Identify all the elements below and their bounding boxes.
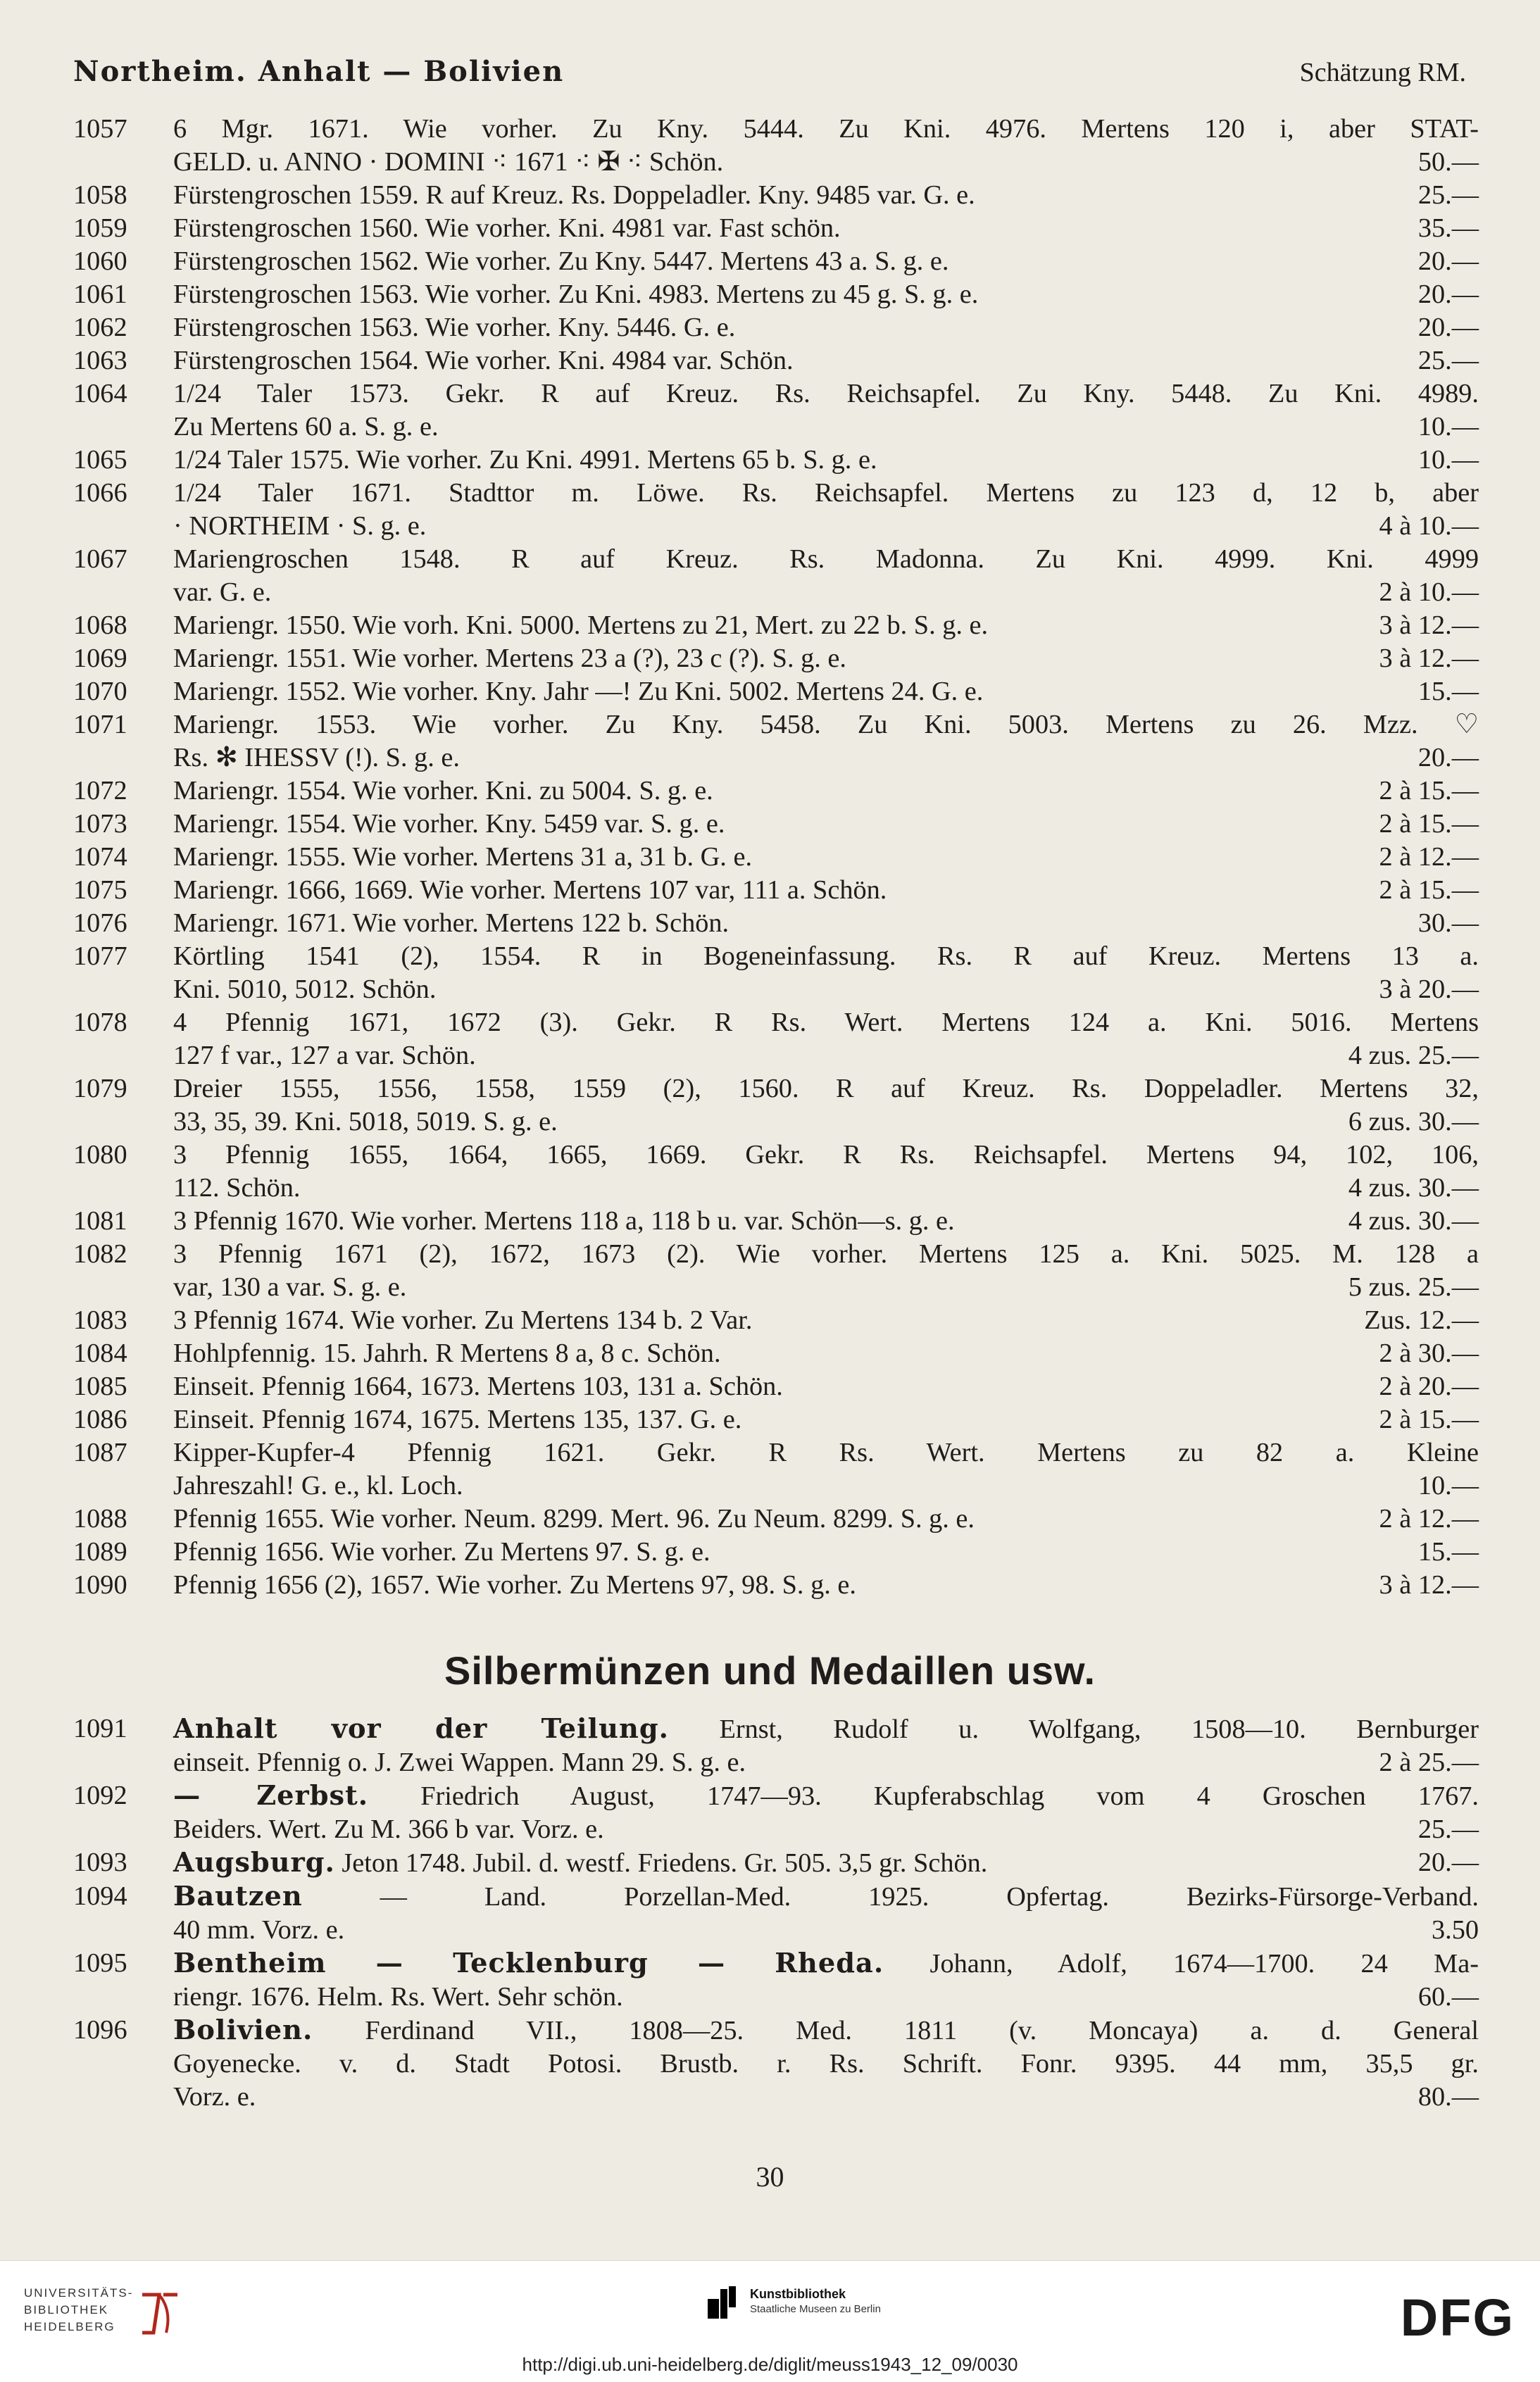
description-line <box>173 808 1479 841</box>
lot-entry <box>73 642 1479 675</box>
description-line <box>173 1779 1479 1813</box>
lot-description <box>173 1947 1479 2014</box>
description-line <box>173 344 1479 377</box>
line-text: 3 Pfennig 1674. Wie vorher. Zu Mertens 134 b. 2 Var. <box>173 1305 753 1335</box>
estimate-price: Zus. 12.— <box>1364 1305 1479 1335</box>
lot-number: 1064 <box>73 379 127 408</box>
lot-description <box>173 1205 1479 1238</box>
lot-description <box>173 609 1479 642</box>
line-text: — Land. Porzellan-Med. 1925. Opfertag. Bezirks-Fürsorge-Verband. <box>302 1882 1479 1912</box>
lot-number: 1065 <box>73 445 127 475</box>
description-line <box>173 1039 1479 1072</box>
lot-description <box>173 907 1479 940</box>
description-line <box>173 1105 1479 1139</box>
lot-number: 1078 <box>73 1008 127 1037</box>
description-line <box>173 1536 1479 1569</box>
university-library-label: UNIVERSITÄTS- BIBLIOTHEK HEIDELBERG <box>24 2286 134 2333</box>
line-text: Mariengr. 1552. Wie vorher. Kny. Jahr —! Zu Kni. 5002. Mertens 24. G. e. <box>173 677 984 706</box>
lot-number: 1068 <box>73 610 127 640</box>
estimate-price: 20.— <box>1417 743 1479 772</box>
description-line <box>173 1205 1479 1238</box>
description-line <box>173 741 1479 775</box>
lot-description <box>173 1072 1479 1139</box>
line-text: Körtling 1541 (2), 1554. R in Bogeneinfassung. Rs. R auf Kreuz. Mertens 13 a. <box>173 941 1479 971</box>
estimate-price: 4 zus. 30.— <box>1348 1173 1479 1203</box>
line-text: Dreier 1555, 1556, 1558, 1559 (2), 1560. R auf Kreuz. Rs. Doppeladler. Mertens 32, <box>173 1074 1479 1103</box>
lot-description <box>173 1880 1479 1947</box>
lot-description <box>173 245 1479 278</box>
lot-description <box>173 212 1479 245</box>
description-line <box>173 874 1479 907</box>
description-line <box>173 1337 1479 1370</box>
description-line <box>173 1813 1479 1846</box>
estimate-price: 2 à 12.— <box>1379 1504 1479 1534</box>
footer-bar <box>0 2260 1540 2382</box>
line-text: Mariengr. 1554. Wie vorher. Kny. 5459 var. S. g. e. <box>173 809 725 839</box>
description-line <box>173 1914 1479 1947</box>
lot-entry <box>73 1536 1479 1569</box>
line-text: Vorz. e. <box>173 2082 256 2112</box>
kunstbibliothek-logo: Kunstbibliothek Staatliche Museen zu Berlin <box>708 2286 881 2319</box>
lot-number: 1090 <box>73 1570 127 1600</box>
description-line <box>173 311 1479 344</box>
lot-number: 1076 <box>73 908 127 938</box>
kunstbibliothek-icon <box>708 2286 736 2319</box>
page-number: 30 <box>756 2161 784 2193</box>
lot-description <box>173 1337 1479 1370</box>
estimate-price: 25.— <box>1417 1814 1479 1844</box>
line-text: Pfennig 1656. Wie vorher. Zu Mertens 97. S. g. e. <box>173 1537 710 1567</box>
lot-description <box>173 1779 1479 1846</box>
description-line <box>173 940 1479 973</box>
estimate-price: 35.— <box>1417 213 1479 243</box>
estimate-price: 3 à 12.— <box>1379 644 1479 673</box>
line-text: 6 Mgr. 1671. Wie vorher. Zu Kny. 5444. Zu Kni. 4976. Mertens 120 i, aber STAT- <box>173 114 1479 144</box>
lot-number: 1069 <box>73 644 127 673</box>
estimate-price: 60.— <box>1417 1982 1479 2012</box>
description-line <box>173 1947 1479 1981</box>
lot-description <box>173 940 1479 1006</box>
description-line <box>173 1238 1479 1271</box>
lot-entry <box>73 1436 1479 1503</box>
line-text: 1/24 Taler 1573. Gekr. R auf Kreuz. Rs. Reichsapfel. Zu Kny. 5448. Zu Kni. 4989. <box>173 379 1479 408</box>
line-text: var. G. e. <box>173 577 272 607</box>
lot-number: 1089 <box>73 1537 127 1567</box>
estimate-price: 2 à 15.— <box>1379 875 1479 905</box>
description-line <box>173 510 1479 543</box>
lot-entry <box>73 808 1479 841</box>
university-logo-icon <box>138 2289 182 2342</box>
line-text: Fürstengroschen 1560. Wie vorher. Kni. 4981 var. Fast schön. <box>173 213 841 243</box>
description-line <box>173 2014 1479 2048</box>
description-line <box>173 278 1479 311</box>
lot-description <box>173 477 1479 543</box>
line-text: Kni. 5010, 5012. Schön. <box>173 974 437 1004</box>
estimate-price: 10.— <box>1417 1471 1479 1500</box>
line-text: Beiders. Wert. Zu M. 366 b var. Vorz. e. <box>173 1814 604 1844</box>
description-line <box>173 576 1479 609</box>
lot-number: 1081 <box>73 1206 127 1236</box>
line-text: Rs. ✻ IHESSV (!). S. g. e. <box>173 743 460 772</box>
line-text: Goyenecke. v. d. Stadt Potosi. Brustb. r. Rs. Schrift. Fonr. 9395. 44 mm, 35,5 gr. <box>173 2049 1479 2079</box>
line-text: Mariengr. 1666, 1669. Wie vorher. Mertens 107 var, 111 a. Schön. <box>173 875 887 905</box>
lot-entry <box>73 444 1479 477</box>
lot-number: 1096 <box>73 2015 127 2045</box>
lot-entry <box>73 1006 1479 1072</box>
estimate-price: 80.— <box>1417 2082 1479 2112</box>
estimate-price: 2 à 15.— <box>1379 809 1479 839</box>
lot-number: 1061 <box>73 280 127 309</box>
estimate-price: 2 à 30.— <box>1379 1339 1479 1368</box>
description-line <box>173 609 1479 642</box>
estimate-price: 2 à 12.— <box>1379 842 1479 872</box>
description-line <box>173 1436 1479 1469</box>
line-text: Mariengroschen 1548. R auf Kreuz. Rs. Madonna. Zu Kni. 4999. Kni. 4999 <box>173 544 1479 574</box>
lot-entry <box>73 675 1479 708</box>
lot-number: 1063 <box>73 346 127 375</box>
source-url[interactable]: http://digi.ub.uni-heidelberg.de/diglit/meuss1943_12_09/0030 <box>522 2354 1018 2375</box>
description-line <box>173 2081 1479 2114</box>
lot-description <box>173 1846 1479 1880</box>
description-line <box>173 1006 1479 1039</box>
description-line <box>173 1503 1479 1536</box>
description-line <box>173 1469 1479 1503</box>
estimate-price: 20.— <box>1417 313 1479 342</box>
lot-entry <box>73 1304 1479 1337</box>
estimate-price: 25.— <box>1417 180 1479 210</box>
line-text: 4 Pfennig 1671, 1672 (3). Gekr. R Rs. Wert. Mertens 124 a. Kni. 5016. Mertens <box>173 1008 1479 1037</box>
lot-description <box>173 311 1479 344</box>
lot-number: 1073 <box>73 809 127 839</box>
lot-entry <box>73 344 1479 377</box>
description-line <box>173 1172 1479 1205</box>
lot-number: 1083 <box>73 1305 127 1335</box>
lot-number: 1095 <box>73 1948 127 1978</box>
lot-description <box>173 543 1479 609</box>
lot-heading: Anhalt vor der Teilung. <box>173 1713 669 1745</box>
description-line <box>173 444 1479 477</box>
description-line <box>173 2048 1479 2081</box>
description-line <box>173 1304 1479 1337</box>
line-text: Jahreszahl! G. e., kl. Loch. <box>173 1471 463 1500</box>
line-text: Pfennig 1655. Wie vorher. Neum. 8299. Mert. 96. Zu Neum. 8299. S. g. e. <box>173 1504 975 1534</box>
line-text: 33, 35, 39. Kni. 5018, 5019. S. g. e. <box>173 1107 558 1136</box>
lot-number: 1079 <box>73 1074 127 1103</box>
lot-entry <box>73 477 1479 543</box>
lot-description <box>173 841 1479 874</box>
estimate-price: 3 à 20.— <box>1379 974 1479 1004</box>
running-header <box>73 55 1466 94</box>
line-text: 3 Pfennig 1670. Wie vorher. Mertens 118 a, 118 b u. var. Schön—s. g. e. <box>173 1206 955 1236</box>
lot-description <box>173 874 1479 907</box>
lot-entry <box>73 874 1479 907</box>
lot-heading: Augsburg. <box>173 1847 335 1879</box>
header-title: Northeim. Anhalt — Bolivien <box>73 55 565 88</box>
lot-entry <box>73 179 1479 212</box>
description-line <box>173 1846 1479 1880</box>
estimate-price: 15.— <box>1417 1537 1479 1567</box>
lot-description <box>173 377 1479 444</box>
description-line <box>173 179 1479 212</box>
lot-entry <box>73 311 1479 344</box>
description-line <box>173 1139 1479 1172</box>
lot-number: 1092 <box>73 1781 127 1810</box>
lot-description <box>173 1503 1479 1536</box>
estimate-price: 30.— <box>1417 908 1479 938</box>
estimate-price: 2 à 10.— <box>1379 577 1479 607</box>
description-line <box>173 1403 1479 1436</box>
lot-entry <box>73 1947 1479 2014</box>
lot-number: 1082 <box>73 1239 127 1269</box>
line-text: 3 Pfennig 1671 (2), 1672, 1673 (2). Wie vorher. Mertens 125 a. Kni. 5025. M. 128 a <box>173 1239 1479 1269</box>
description-line <box>173 775 1479 808</box>
lot-list-a <box>73 113 1479 1602</box>
estimate-price: 20.— <box>1417 280 1479 309</box>
lot-number: 1074 <box>73 842 127 872</box>
description-line <box>173 146 1479 179</box>
estimate-price: 15.— <box>1417 677 1479 706</box>
lot-number: 1060 <box>73 246 127 276</box>
lot-entry <box>73 1205 1479 1238</box>
line-text: var, 130 a var. S. g. e. <box>173 1272 407 1302</box>
lot-entry <box>73 775 1479 808</box>
description-line <box>173 973 1479 1006</box>
line-text: 112. Schön. <box>173 1173 301 1203</box>
description-line <box>173 1569 1479 1602</box>
lot-entry <box>73 1403 1479 1436</box>
lot-number: 1075 <box>73 875 127 905</box>
lot-number: 1077 <box>73 941 127 971</box>
description-line <box>173 1072 1479 1105</box>
lot-description <box>173 1403 1479 1436</box>
description-line <box>173 1746 1479 1779</box>
lot-number: 1072 <box>73 776 127 806</box>
lot-number: 1058 <box>73 180 127 210</box>
lot-list-b <box>73 1712 1479 2114</box>
lot-description <box>173 775 1479 808</box>
estimate-price: 20.— <box>1417 1848 1479 1877</box>
lot-description <box>173 113 1479 179</box>
lot-description <box>173 179 1479 212</box>
description-line <box>173 907 1479 940</box>
line-text: einseit. Pfennig o. J. Zwei Wappen. Mann 29. S. g. e. <box>173 1748 746 1777</box>
lot-entry <box>73 1139 1479 1205</box>
line-text: Jeton 1748. Jubil. d. westf. Friedens. Gr. 505. 3,5 gr. Schön. <box>334 1848 988 1878</box>
estimate-price: 10.— <box>1417 412 1479 441</box>
line-text: Mariengr. 1554. Wie vorher. Kni. zu 5004. S. g. e. <box>173 776 713 806</box>
lot-entry <box>73 1238 1479 1304</box>
lot-entry <box>73 1569 1479 1602</box>
lot-number: 1066 <box>73 478 127 508</box>
estimate-price: 3 à 12.— <box>1379 1570 1479 1600</box>
line-text: Hohlpfennig. 15. Jahrh. R Mertens 8 a, 8 c. Schön. <box>173 1339 721 1368</box>
line-text: Friedrich August, 1747—93. Kupferabschlag vom 4 Groschen 1767. <box>368 1781 1479 1811</box>
lot-entry <box>73 1370 1479 1403</box>
lot-number: 1088 <box>73 1504 127 1534</box>
description-line <box>173 377 1479 410</box>
lot-description <box>173 1712 1479 1779</box>
description-line <box>173 708 1479 741</box>
line-text: Ferdinand VII., 1808—25. Med. 1811 (v. Moncaya) a. d. General <box>313 2016 1479 2045</box>
line-text: Mariengr. 1555. Wie vorher. Mertens 31 a, 31 b. G. e. <box>173 842 753 872</box>
description-line <box>173 841 1479 874</box>
estimate-price: 50.— <box>1417 147 1479 177</box>
lot-number: 1057 <box>73 114 127 144</box>
lot-description <box>173 1536 1479 1569</box>
lot-number: 1062 <box>73 313 127 342</box>
description-line <box>173 1981 1479 2014</box>
estimate-price: 4 à 10.— <box>1379 511 1479 541</box>
lot-description <box>173 1569 1479 1602</box>
lot-entry <box>73 278 1479 311</box>
lot-entry <box>73 907 1479 940</box>
lot-heading: Bautzen <box>173 1881 303 1912</box>
lot-description <box>173 444 1479 477</box>
lot-description <box>173 808 1479 841</box>
line-text: Ernst, Rudolf u. Wolfgang, 1508—10. Bernburger <box>668 1715 1479 1744</box>
lot-entry <box>73 940 1479 1006</box>
description-line <box>173 1712 1479 1746</box>
line-text: GELD. u. ANNO · DOMINI ⁖ 1671 ⁖ ✠ ⁖ Schön. <box>173 147 724 177</box>
lot-entry <box>73 2014 1479 2114</box>
lot-number: 1071 <box>73 710 127 739</box>
lot-heading: Bentheim — Tecklenburg — Rheda. <box>173 1948 884 1979</box>
lot-number: 1070 <box>73 677 127 706</box>
lot-heading: Bolivien. <box>173 2014 313 2046</box>
line-text: 127 f var., 127 a var. Schön. <box>173 1041 476 1070</box>
estimate-price: 25.— <box>1417 346 1479 375</box>
line-text: Mariengr. 1671. Wie vorher. Mertens 122 b. Schön. <box>173 908 730 938</box>
line-text: Zu Mertens 60 a. S. g. e. <box>173 412 439 441</box>
description-line <box>173 113 1479 146</box>
line-text: Johann, Adolf, 1674—1700. 24 Ma- <box>884 1949 1479 1979</box>
line-text: 40 mm. Vorz. e. <box>173 1915 345 1945</box>
line-text: Einseit. Pfennig 1674, 1675. Mertens 135, 137. G. e. <box>173 1405 742 1434</box>
lot-description <box>173 1304 1479 1337</box>
line-text: riengr. 1676. Helm. Rs. Wert. Sehr schön. <box>173 1982 623 2012</box>
description-line <box>173 477 1479 510</box>
line-text: 1/24 Taler 1671. Stadttor m. Löwe. Rs. Reichsapfel. Mertens zu 123 d, 12 b, aber <box>173 478 1479 508</box>
description-line <box>173 410 1479 444</box>
lot-description <box>173 1139 1479 1205</box>
lot-number: 1094 <box>73 1881 127 1911</box>
estimate-price: 5 zus. 25.— <box>1348 1272 1479 1302</box>
lot-entry <box>73 1503 1479 1536</box>
lot-description <box>173 344 1479 377</box>
estimate-price: 2 à 15.— <box>1379 776 1479 806</box>
estimate-price: 20.— <box>1417 246 1479 276</box>
line-text: Fürstengroschen 1563. Wie vorher. Kny. 5446. G. e. <box>173 313 736 342</box>
line-text: Fürstengroschen 1562. Wie vorher. Zu Kny. 5447. Mertens 43 a. S. g. e. <box>173 246 949 276</box>
lot-number: 1080 <box>73 1140 127 1170</box>
line-text: Fürstengroschen 1559. R auf Kreuz. Rs. Doppeladler. Kny. 9485 var. G. e. <box>173 180 975 210</box>
lot-description <box>173 1238 1479 1304</box>
line-text: Mariengr. 1550. Wie vorh. Kni. 5000. Mertens zu 21, Mert. zu 22 b. S. g. e. <box>173 610 989 640</box>
estimate-price: 4 zus. 25.— <box>1348 1041 1479 1070</box>
lot-number: 1067 <box>73 544 127 574</box>
description-line <box>173 1271 1479 1304</box>
lot-number: 1087 <box>73 1438 127 1467</box>
description-line <box>173 675 1479 708</box>
lot-description <box>173 1006 1479 1072</box>
estimate-price: 2 à 25.— <box>1379 1748 1479 1777</box>
lot-entry <box>73 1072 1479 1139</box>
description-line <box>173 642 1479 675</box>
lot-number: 1091 <box>73 1714 127 1743</box>
lot-description <box>173 642 1479 675</box>
line-text: Einseit. Pfennig 1664, 1673. Mertens 103, 131 a. Schön. <box>173 1372 783 1401</box>
lot-description <box>173 708 1479 775</box>
section-title: Silbermünzen und Medaillen usw. <box>444 1648 1096 1693</box>
description-line <box>173 212 1479 245</box>
lot-entry <box>73 1779 1479 1846</box>
line-text: Mariengr. 1553. Wie vorher. Zu Kny. 5458. Zu Kni. 5003. Mertens zu 26. Mzz. ♡ <box>173 710 1479 739</box>
lot-entry <box>73 543 1479 609</box>
lot-number: 1093 <box>73 1848 127 1877</box>
line-text: · NORTHEIM · S. g. e. <box>173 511 427 541</box>
lot-entry <box>73 1712 1479 1779</box>
lot-entry <box>73 245 1479 278</box>
estimate-price: 6 zus. 30.— <box>1348 1107 1479 1136</box>
line-text: Fürstengroschen 1563. Wie vorher. Zu Kni. 4983. Mertens zu 45 g. S. g. e. <box>173 280 979 309</box>
estimate-price: 4 zus. 30.— <box>1348 1206 1479 1236</box>
description-line <box>173 245 1479 278</box>
lot-entry <box>73 609 1479 642</box>
lot-entry <box>73 1880 1479 1947</box>
line-text: Fürstengroschen 1564. Wie vorher. Kni. 4984 var. Schön. <box>173 346 794 375</box>
lot-description <box>173 675 1479 708</box>
lot-entry <box>73 708 1479 775</box>
line-text: Pfennig 1656 (2), 1657. Wie vorher. Zu Mertens 97, 98. S. g. e. <box>173 1570 856 1600</box>
lot-entry <box>73 841 1479 874</box>
estimate-price: 2 à 20.— <box>1379 1372 1479 1401</box>
estimate-price: 2 à 15.— <box>1379 1405 1479 1434</box>
lot-number: 1059 <box>73 213 127 243</box>
lot-description <box>173 2014 1479 2114</box>
line-text: Kipper-Kupfer-4 Pfennig 1621. Gekr. R Rs. Wert. Mertens zu 82 a. Kleine <box>173 1438 1479 1467</box>
lot-entry <box>73 113 1479 179</box>
estimate-price: 10.— <box>1417 445 1479 475</box>
dfg-logo: DFG <box>1400 2288 1515 2347</box>
line-text: 3 Pfennig 1655, 1664, 1665, 1669. Gekr. R Rs. Reichsapfel. Mertens 94, 102, 106, <box>173 1140 1479 1170</box>
line-text: 1/24 Taler 1575. Wie vorher. Zu Kni. 4991. Mertens 65 b. S. g. e. <box>173 445 877 475</box>
lot-number: 1086 <box>73 1405 127 1434</box>
line-text: Mariengr. 1551. Wie vorher. Mertens 23 a (?), 23 c (?). S. g. e. <box>173 644 846 673</box>
lot-heading: — Zerbst. <box>173 1780 369 1812</box>
description-line <box>173 1370 1479 1403</box>
lot-description <box>173 1370 1479 1403</box>
lot-entry <box>73 1337 1479 1370</box>
lot-entry <box>73 212 1479 245</box>
description-line <box>173 543 1479 576</box>
estimate-price: 3.50 <box>1431 1915 1479 1945</box>
lot-description <box>173 1436 1479 1503</box>
estimate-price: 3 à 12.— <box>1379 610 1479 640</box>
lot-description <box>173 278 1479 311</box>
description-line <box>173 1880 1479 1914</box>
lot-entry <box>73 377 1479 444</box>
lot-number: 1085 <box>73 1372 127 1401</box>
lot-number: 1084 <box>73 1339 127 1368</box>
lot-entry <box>73 1846 1479 1880</box>
header-estimate-label: Schätzung RM. <box>1299 58 1466 87</box>
